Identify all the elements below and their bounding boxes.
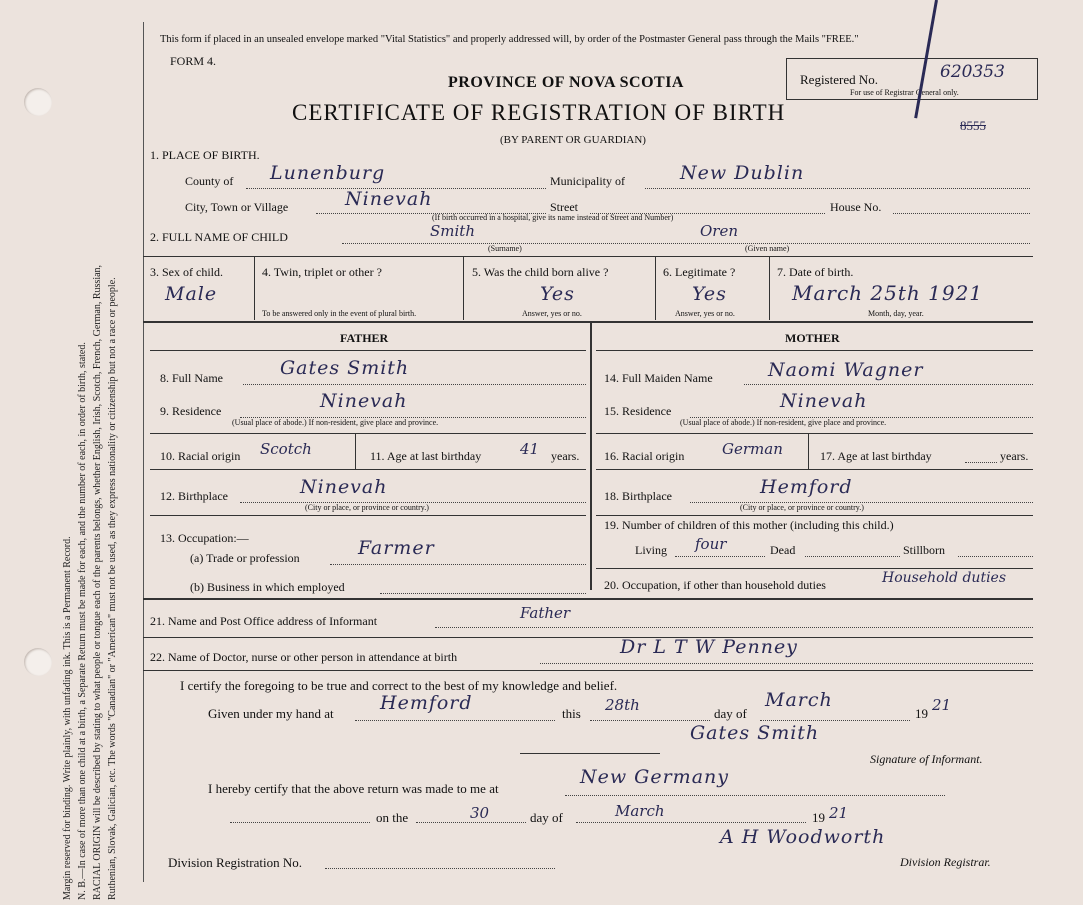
father-age-value: 41 <box>520 440 540 458</box>
reg-year-prefix: 19 <box>812 810 825 825</box>
father-name-label: 8. Full Name <box>160 371 223 385</box>
cert-month: March <box>765 689 833 711</box>
alive-note: Answer, yes or no. <box>522 309 582 318</box>
municipality-value: New Dublin <box>680 162 805 184</box>
mother-years: years. <box>1000 449 1029 463</box>
child-given-name: Oren <box>700 222 739 240</box>
row-divider <box>150 433 586 434</box>
mail-notice: This form if placed in an unsealed envelope marked "Vital Statistics" and properly addressed will, by order of the Postmaster General pass through the Mails "FREE." <box>160 34 859 45</box>
margin-note: N. B.—In case of more than one child at a birth, a Separate Return must be made for each, and the number of each, in order of birth, stated. <box>77 342 88 900</box>
margin-notes <box>60 40 120 900</box>
mother-residence-label: 15. Residence <box>604 404 672 418</box>
father-residence-note: (Usual place of abode.) If non-resident, give place and province. <box>232 418 439 427</box>
occupation-label: 13. Occupation:— <box>160 531 249 545</box>
row-divider <box>143 256 1033 257</box>
row-divider <box>143 321 1033 323</box>
county-value: Lunenburg <box>270 162 386 184</box>
mother-name-line <box>744 384 1033 385</box>
informant-label: 21. Name and Post Office address of Informant <box>150 614 378 628</box>
row-divider <box>150 469 586 470</box>
mother-occupation-label: 20. Occupation, if other than household duties <box>604 578 826 592</box>
father-name-line <box>243 384 586 385</box>
mother-racial-value: German <box>722 440 783 458</box>
alive-value: Yes <box>540 283 575 305</box>
cert-year-prefix: 19 <box>915 706 928 721</box>
form-number: FORM 4. <box>170 54 217 68</box>
mother-birthplace-note: (City or place, or province or country.) <box>740 503 864 512</box>
reg-day-line <box>416 822 526 823</box>
father-residence-label: 9. Residence <box>160 404 222 418</box>
doctor-label: 22. Name of Doctor, nurse or other person in attendance at birth <box>150 650 458 664</box>
informant-value: Father <box>520 604 571 622</box>
col-divider <box>254 256 255 320</box>
registrar-signature-caption: Division Registrar. <box>900 855 991 869</box>
business-line <box>380 593 586 594</box>
living-line <box>675 556 765 557</box>
registered-label: Registered No. <box>800 72 878 87</box>
father-age-label: 11. Age at last birthday <box>370 449 482 463</box>
reg-day: 30 <box>470 804 490 822</box>
row-divider <box>596 469 1033 470</box>
row-divider <box>596 515 1033 516</box>
father-birthplace-note: (City or place, or province or country.) <box>305 503 429 512</box>
division-label: Division Registration No. <box>168 855 302 870</box>
reg-month: March <box>615 802 665 820</box>
mother-residence-value: Ninevah <box>780 390 868 412</box>
cert-day-line <box>590 720 710 721</box>
trade-line <box>330 564 586 565</box>
mother-occupation-value: Household duties <box>882 570 1007 586</box>
this-label: this <box>562 706 581 721</box>
informant-signature: Gates Smith <box>690 722 820 744</box>
doctor-line <box>540 663 1033 664</box>
stillborn-label: Stillborn <box>903 543 946 557</box>
house-label: House No. <box>830 200 882 214</box>
father-years: years. <box>551 449 580 463</box>
legitimate-value: Yes <box>692 283 727 305</box>
mother-age-label: 17. Age at last birthday <box>820 449 932 463</box>
business-label: (b) Business in which employed <box>190 580 345 594</box>
father-heading: FATHER <box>340 331 389 345</box>
dead-label: Dead <box>770 543 796 557</box>
mother-birthplace-value: Hemford <box>760 476 853 498</box>
row-divider <box>596 433 1033 434</box>
father-birthplace-value: Ninevah <box>300 476 388 498</box>
province-title: PROVINCE OF NOVA SCOTIA <box>448 74 684 91</box>
house-line <box>893 213 1030 214</box>
registrar-place: New Germany <box>580 766 729 788</box>
reg-day-of: day of <box>530 810 563 825</box>
binding-holes <box>0 0 60 905</box>
struck-number: 8555 <box>960 118 986 133</box>
registrar-blank-line <box>230 822 370 823</box>
mother-racial-label: 16. Racial origin <box>604 449 685 463</box>
father-racial-label: 10. Racial origin <box>160 449 241 463</box>
municipality-label: Municipality of <box>550 174 625 188</box>
mother-name-value: Naomi Wagner <box>768 359 924 381</box>
margin-note: Ruthenian, Slovak, Galician, etc. The words "Canadian" or "American" must not be used, as they express nationality or citizenship but not a race or people. <box>107 277 118 900</box>
living-value: four <box>695 535 727 553</box>
reg-year: 21 <box>829 804 849 822</box>
stillborn-line <box>958 556 1033 557</box>
place-label: 1. PLACE OF BIRTH. <box>150 148 260 162</box>
legitimate-note: Answer, yes or no. <box>675 309 735 318</box>
sex-label: 3. Sex of child. <box>150 265 223 279</box>
child-surname: Smith <box>430 222 475 240</box>
col-divider <box>655 256 656 320</box>
certificate-title: CERTIFICATE OF REGISTRATION OF BIRTH <box>292 100 786 125</box>
margin-note: Margin reserved for binding. Write plainly, with unfading ink. This is a Permanent Record. <box>62 536 73 900</box>
mother-residence-note: (Usual place of abode.) If non-resident, give place and province. <box>680 418 887 427</box>
twin-note: To be answered only in the event of plural birth. <box>262 309 417 318</box>
col-divider <box>808 433 809 469</box>
date-label: 7. Date of birth. <box>777 265 854 279</box>
cert-day-of: day of <box>714 706 747 721</box>
division-line <box>325 868 555 869</box>
doctor-value: Dr L T W Penney <box>620 636 798 658</box>
trade-value: Farmer <box>358 537 435 559</box>
row-divider <box>143 637 1033 638</box>
street-label: Street <box>550 200 578 214</box>
mother-birthplace-label: 18. Birthplace <box>604 489 672 503</box>
signature-rule <box>520 753 660 754</box>
on-the-label: on the <box>376 810 409 825</box>
dead-line <box>805 556 900 557</box>
children-label: 19. Number of children of this mother (including this child.) <box>604 518 894 532</box>
row-divider <box>150 350 586 351</box>
cert-day: 28th <box>605 696 640 714</box>
col-divider <box>463 256 464 320</box>
surname-caption: (Surname) <box>488 244 522 253</box>
hospital-note: (If birth occurred in a hospital, give its name instead of Street and Number) <box>432 213 674 222</box>
city-value: Ninevah <box>345 188 433 210</box>
county-label: County of <box>185 174 234 188</box>
registrar-place-line <box>565 795 945 796</box>
row-divider <box>150 515 586 516</box>
father-residence-value: Ninevah <box>320 390 408 412</box>
parent-divider <box>590 322 592 590</box>
punch-hole <box>24 648 52 676</box>
child-name-label: 2. FULL NAME OF CHILD <box>150 230 288 244</box>
given-place-line <box>355 720 555 721</box>
certify-statement: I certify the foregoing to be true and correct to the best of my knowledge and belief. <box>180 678 618 693</box>
row-divider <box>596 350 1033 351</box>
city-label: City, Town or Village <box>185 200 289 214</box>
col-divider <box>355 433 356 469</box>
registrar-note: For use of Registrar General only. <box>850 88 959 97</box>
cert-year: 21 <box>932 696 952 714</box>
cert-month-line <box>760 720 910 721</box>
registrar-statement: I hereby certify that the above return was made to me at <box>208 781 499 796</box>
father-name-value: Gates Smith <box>280 357 410 379</box>
municipality-line <box>645 188 1030 189</box>
punch-hole <box>24 88 52 116</box>
informant-line <box>435 627 1033 628</box>
margin-note: RACIAL ORIGIN will be described by stating to what people or tongue each of the parents belongs, whether English, Irish, Scotch, French, German, Russian, <box>92 264 103 900</box>
twin-label: 4. Twin, triplet or other ? <box>262 265 382 279</box>
legitimate-label: 6. Legitimate ? <box>663 265 736 279</box>
date-value: March 25th 1921 <box>792 281 984 305</box>
mother-name-label: 14. Full Maiden Name <box>604 371 713 385</box>
informant-signature-caption: Signature of Informant. <box>870 752 983 766</box>
row-divider <box>143 670 1033 671</box>
sex-value: Male <box>165 283 218 305</box>
alive-label: 5. Was the child born alive ? <box>472 265 609 279</box>
trade-label: (a) Trade or profession <box>190 551 300 565</box>
date-note: Month, day, year. <box>868 309 924 318</box>
given-place: Hemford <box>380 692 473 714</box>
given-caption: (Given name) <box>745 244 790 253</box>
reg-month-line <box>576 822 806 823</box>
row-divider <box>143 598 1033 600</box>
col-divider <box>769 256 770 320</box>
mother-age-line <box>965 462 997 463</box>
mother-heading: MOTHER <box>785 331 840 345</box>
child-name-line <box>342 243 1030 244</box>
row-divider <box>596 568 1033 569</box>
certificate-subtitle: (BY PARENT OR GUARDIAN) <box>500 134 646 146</box>
registrar-signature: A H Woodworth <box>720 826 886 848</box>
father-racial-value: Scotch <box>260 440 312 458</box>
given-label: Given under my hand at <box>208 706 334 721</box>
father-birthplace-label: 12. Birthplace <box>160 489 228 503</box>
binding-rule <box>143 22 144 882</box>
registered-value: 620353 <box>940 62 1005 82</box>
living-label: Living <box>635 543 667 557</box>
